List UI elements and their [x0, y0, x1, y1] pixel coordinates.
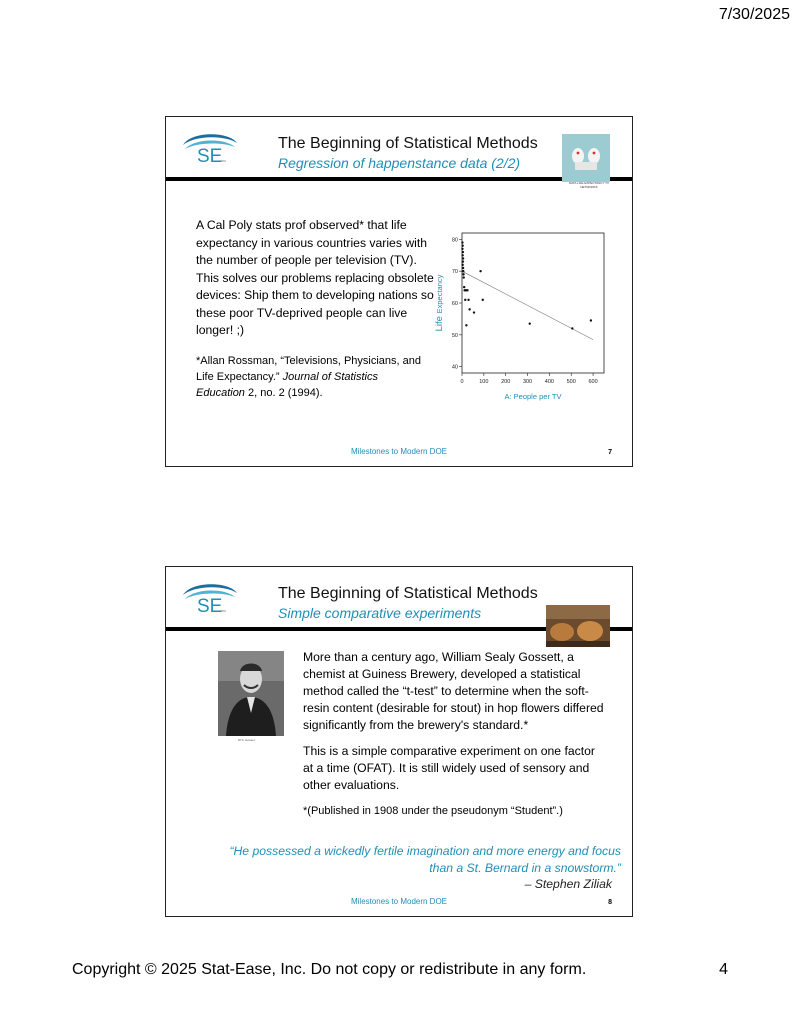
x-tick-label: 600 — [588, 379, 598, 385]
data-point — [461, 248, 463, 250]
ziliak-quote: “He possessed a wickedly fertile imagination and more energy and focus than a St. Bernard in a snowstorm.” — [229, 844, 621, 875]
data-point — [462, 251, 464, 253]
y-axis-label-expectancy: Expectancy — [435, 274, 444, 314]
stat-ease-logo — [181, 129, 239, 167]
svg-text:SE: SE — [197, 596, 223, 617]
data-point — [590, 319, 592, 321]
stat-ease-logo — [181, 579, 239, 617]
x-tick-label: 0 — [460, 379, 464, 385]
svg-text:inc: inc — [221, 158, 227, 163]
page-number: 4 — [719, 961, 728, 978]
x-tick-label: 300 — [522, 379, 533, 385]
y-tick-label: 60 — [451, 301, 458, 307]
data-point — [466, 289, 468, 291]
slide-7 — [165, 116, 633, 467]
slide-subtitle: Regression of happenstance data (2/2) — [278, 155, 521, 171]
data-point — [571, 327, 573, 329]
data-point — [464, 299, 466, 301]
regression-line — [462, 271, 593, 339]
slide-footer: Milestones to Modern DOE — [350, 897, 448, 906]
svg-text:inc: inc — [221, 608, 227, 613]
x-axis-label: A: People per TV — [504, 392, 562, 401]
tv-cartoon-thumbnail — [562, 134, 610, 182]
slide-title: The Beginning of Statistical Methods — [278, 585, 538, 602]
page-date: 7/30/2025 — [718, 6, 790, 23]
data-point — [461, 264, 463, 266]
y-tick-label: 40 — [451, 364, 458, 371]
data-point — [462, 270, 464, 272]
slide-subtitle: Simple comparative experiments — [278, 605, 482, 621]
slide-number: 7 — [608, 449, 612, 456]
data-point — [479, 270, 481, 272]
gossett-portrait-photo — [218, 651, 284, 736]
brewery-photo-thumbnail — [546, 605, 610, 647]
slide-number: 8 — [608, 899, 612, 906]
svg-text:SE: SE — [197, 146, 223, 167]
slide-8 — [165, 566, 633, 917]
data-point — [465, 324, 467, 326]
data-point — [462, 257, 464, 259]
slide-body-text: A Cal Poly stats prof observed* that life expectancy in various countries varies with the number of people per television (TV). This solves our problems replacing obsolete devices: Ship them to developing nations so these poor TV-deprived people can live longer! ;) — [196, 218, 434, 337]
data-point — [461, 241, 463, 243]
y-tick-label: 50 — [451, 332, 458, 339]
slide-title: The Beginning of Statistical Methods — [278, 135, 538, 152]
data-point — [473, 311, 475, 313]
life-expectancy-scatter-chart — [428, 225, 614, 411]
data-point — [529, 322, 531, 324]
data-point — [463, 276, 465, 278]
y-axis-label — [434, 274, 445, 331]
x-tick-label: 200 — [501, 379, 511, 385]
data-point — [461, 245, 463, 247]
publication-note: *(Published in 1908 under the pseudonym “Student”.) — [303, 805, 563, 817]
slide-body-text — [303, 649, 608, 829]
ofat-paragraph: This is a simple comparative experiment on one factor at a time (OFAT). It is still widely used of sensory and other evaluations. — [303, 744, 595, 792]
x-tick-label: 100 — [479, 379, 489, 385]
gossett-paragraph: More than a century ago, William Sealy Gossett, a chemist at Guiness Brewery, developed a statistical method called the “t-test” to determine when the soft-resin content (desirable for stout) in hop flowers differed significantly from the brewery's standard.* — [303, 650, 604, 732]
y-axis-label-life: Life — [434, 313, 445, 332]
data-point — [468, 308, 470, 310]
reference-text: *Allan Rossman, “Televisions, Physicians, and Life Expectancy.” — [196, 355, 421, 383]
slide-footer: Milestones to Modern DOE — [350, 447, 448, 456]
reference-journal: Journal of Statistics Education — [196, 371, 378, 399]
thumbnail-caption: DATA LIFE EXPECTANCY TV NETWORKS — [568, 181, 610, 189]
x-tick-label: 500 — [566, 379, 576, 385]
data-point — [482, 299, 484, 301]
data-point — [462, 273, 464, 275]
y-tick-label: 80 — [451, 237, 458, 244]
reference-citation — [196, 353, 426, 401]
data-point — [462, 260, 464, 262]
copyright-notice: Copyright © 2025 Stat-Ease, Inc. Do not copy or redistribute in any form. — [72, 961, 587, 978]
reference-issue: 2, no. 2 (1994). — [244, 387, 323, 399]
portrait-caption: W.S. Gosset — [238, 738, 255, 742]
x-tick-label: 400 — [544, 379, 554, 385]
data-point — [467, 299, 469, 301]
quote-attribution: – Stephen Ziliak — [524, 877, 612, 891]
data-point — [462, 267, 464, 269]
data-point — [463, 286, 465, 288]
plot-frame — [462, 233, 604, 373]
y-tick-label: 70 — [451, 269, 458, 276]
data-point — [461, 254, 463, 256]
